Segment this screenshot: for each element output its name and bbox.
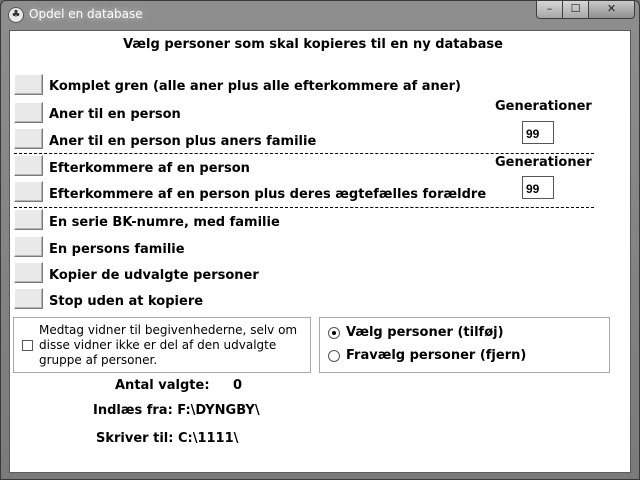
option-label-descendants: Efterkommere af en person: [49, 161, 250, 176]
window-title: Opdel en database: [29, 7, 143, 21]
app-tree-icon: ♣: [8, 7, 24, 23]
option-label-descendants-spouse-parents: Efterkommere af en person plus deres ægtefælles forældre: [49, 187, 487, 202]
source-path: Indlæs fra: F:\DYNGBY\: [93, 403, 260, 418]
option-button-descendants[interactable]: [14, 155, 43, 176]
title-bar[interactable]: [1, 1, 639, 29]
selected-count-value: 0: [233, 378, 243, 393]
deselect-remove-radio[interactable]: [328, 350, 340, 362]
option-button-bk-series[interactable]: [14, 209, 43, 230]
minimize-button[interactable]: –: [536, 1, 563, 19]
option-button-complete-branch[interactable]: [14, 74, 43, 95]
select-add-radio[interactable]: [328, 327, 340, 339]
witness-group: [13, 317, 311, 373]
option-label-complete-branch: Komplet gren (alle aner plus alle efterkommere af aner): [49, 79, 461, 94]
page-title: Vælg personer som skal kopieres til en ny database: [123, 37, 503, 52]
caption-buttons: [536, 1, 635, 21]
generations-input-descendants[interactable]: [522, 176, 554, 199]
stop-button[interactable]: [14, 288, 43, 309]
dialog-content: [9, 30, 631, 473]
copy-selected-label: Kopier de udvalgte personer: [49, 268, 259, 283]
close-button[interactable]: ✕: [589, 1, 635, 19]
option-label-ancestors-family: Aner til en person plus aners familie: [49, 134, 317, 149]
option-button-person-family[interactable]: [14, 236, 43, 257]
include-witnesses-checkbox[interactable]: [22, 340, 33, 351]
copy-selected-button[interactable]: [14, 262, 43, 283]
section-divider: [14, 207, 594, 208]
select-add-label: Vælg personer (tilføj): [346, 325, 504, 340]
generations-label-descendants: Generationer: [495, 155, 592, 170]
selection-mode-group: [319, 317, 610, 373]
target-path: Skriver til: C:\1111\: [96, 431, 239, 446]
deselect-remove-label: Fravælg personer (fjern): [346, 348, 527, 363]
option-label-person-family: En persons familie: [49, 242, 185, 257]
selected-count-label: Antal valgte:: [115, 378, 210, 393]
include-witnesses-label: Medtag vidner til begivenhederne, selv om disse vidner ikke er del af den udvalgte gruppe af personer.: [39, 323, 298, 367]
section-divider: [14, 153, 594, 154]
option-button-ancestors[interactable]: [14, 102, 43, 123]
generations-input-ancestors[interactable]: [522, 121, 554, 144]
stop-label: Stop uden at kopiere: [49, 294, 204, 309]
option-label-ancestors: Aner til en person: [49, 107, 181, 122]
generations-label-ancestors: Generationer: [495, 99, 592, 114]
option-label-bk-series: En serie BK-numre, med familie: [49, 215, 280, 230]
maximize-button[interactable]: ☐: [563, 1, 589, 19]
option-button-ancestors-family[interactable]: [14, 128, 43, 149]
option-button-descendants-spouse-parents[interactable]: [14, 181, 43, 202]
